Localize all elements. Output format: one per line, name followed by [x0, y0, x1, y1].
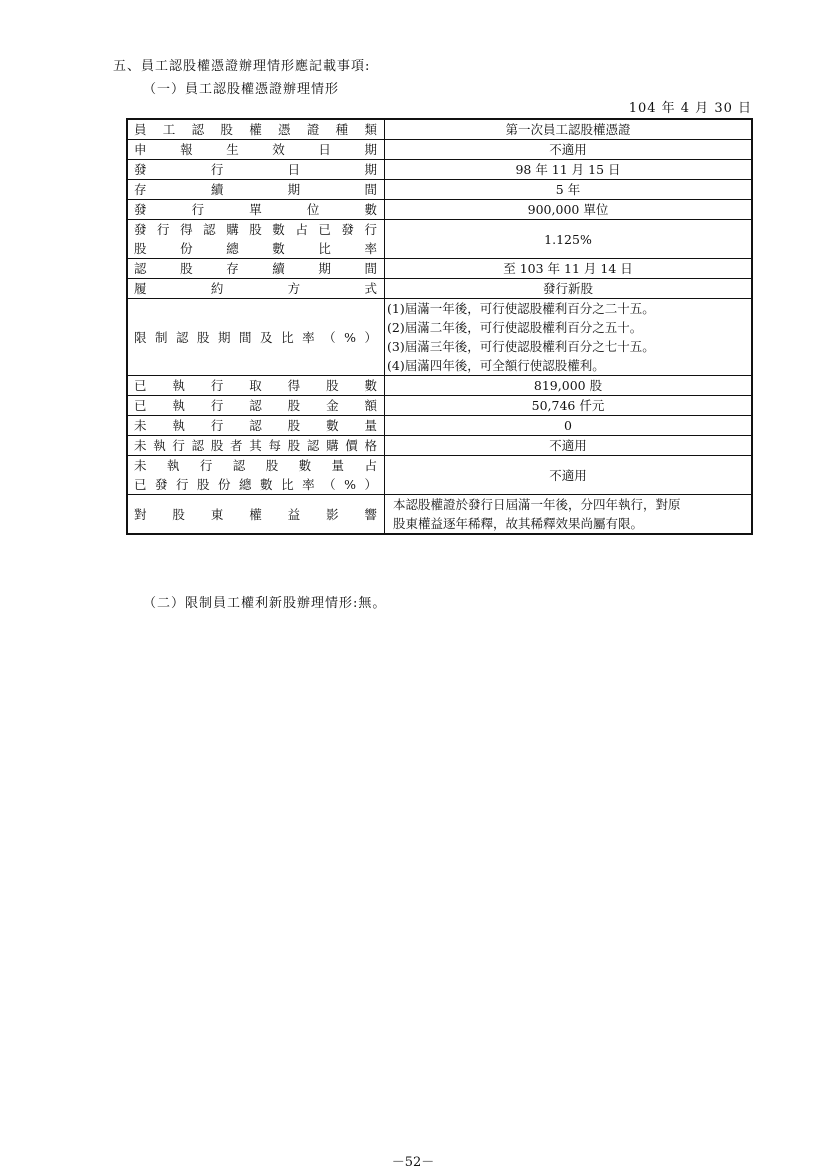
table-row	[127, 376, 752, 396]
impact-line: 本認股權證於發行日屆滿一年後，分四年執行，對原	[393, 497, 681, 512]
row-label	[127, 220, 385, 259]
row-value: 900,000 單位	[385, 200, 753, 220]
row-label: 員工認股權憑證種類	[127, 119, 385, 140]
row-label: 存續期間	[127, 180, 385, 200]
row-value: 不適用	[385, 456, 753, 495]
row-label	[127, 456, 385, 495]
row-value: 50,746 仟元	[385, 396, 753, 416]
restricted-stock-note: （二）限制員工權利新股辦理情形:無。	[143, 596, 387, 611]
row-label: 未執行認股數量	[127, 416, 385, 436]
row-label: 對股東權益影響	[127, 495, 385, 535]
row-label-line: 股份總數比率	[134, 241, 378, 256]
row-value: 第一次員工認股權憑證	[385, 119, 753, 140]
vesting-line: (1)屆滿一年後，可行使認股權利百分之二十五。	[387, 301, 655, 316]
warrant-table	[126, 118, 753, 535]
table-row	[127, 119, 752, 140]
row-value	[385, 495, 753, 535]
row-label-line: 發行得認購股數占已發行	[134, 222, 378, 237]
vesting-line: (3)屆滿三年後，可行使認股權利百分之七十五。	[387, 339, 655, 354]
row-value: 98 年 11 月 15 日	[385, 160, 753, 180]
row-value: 不適用	[385, 436, 753, 456]
table-row	[127, 299, 752, 376]
row-label: 限制認股期間及比率（%）	[127, 299, 385, 376]
row-value: 發行新股	[385, 279, 753, 299]
subsection-heading: （一）員工認股權憑證辦理情形	[143, 82, 340, 97]
section-heading: 五、員工認股權憑證辦理情形應記載事項:	[113, 59, 371, 74]
table-row	[127, 200, 752, 220]
table-row	[127, 140, 752, 160]
row-label-line: 未執行認股數量占	[134, 458, 378, 473]
table-row	[127, 456, 752, 495]
row-value: 至 103 年 11 月 14 日	[385, 259, 753, 279]
table-row	[127, 220, 752, 259]
vesting-line: (2)屆滿二年後，可行使認股權利百分之五十。	[387, 320, 643, 335]
row-value: 1.125%	[385, 220, 753, 259]
row-value: 不適用	[385, 140, 753, 160]
row-value: 0	[385, 416, 753, 436]
table-row	[127, 259, 752, 279]
row-label: 認股存續期間	[127, 259, 385, 279]
row-label: 發行日期	[127, 160, 385, 180]
row-label: 履約方式	[127, 279, 385, 299]
row-label-line: 已發行股份總數比率（%）	[134, 477, 378, 492]
table-row	[127, 160, 752, 180]
table-row	[127, 495, 752, 535]
table-row	[127, 436, 752, 456]
page-number: －52－	[391, 1155, 435, 1170]
table-row	[127, 416, 752, 436]
row-label: 發行單位數	[127, 200, 385, 220]
impact-line: 股東權益逐年稀釋，故其稀釋效果尚屬有限。	[393, 516, 644, 531]
row-value: 5 年	[385, 180, 753, 200]
report-date: 104 年 4 月 30 日	[628, 101, 752, 116]
table-row	[127, 180, 752, 200]
vesting-line: (4)屆滿四年後，可全額行使認股權利。	[387, 358, 605, 373]
table-row	[127, 279, 752, 299]
row-value	[385, 299, 753, 376]
row-label: 已執行認股金額	[127, 396, 385, 416]
row-label: 申報生效日期	[127, 140, 385, 160]
row-label: 未執行認股者其每股認購價格	[127, 436, 385, 456]
row-value: 819,000 股	[385, 376, 753, 396]
table-row	[127, 396, 752, 416]
row-label: 已執行取得股數	[127, 376, 385, 396]
